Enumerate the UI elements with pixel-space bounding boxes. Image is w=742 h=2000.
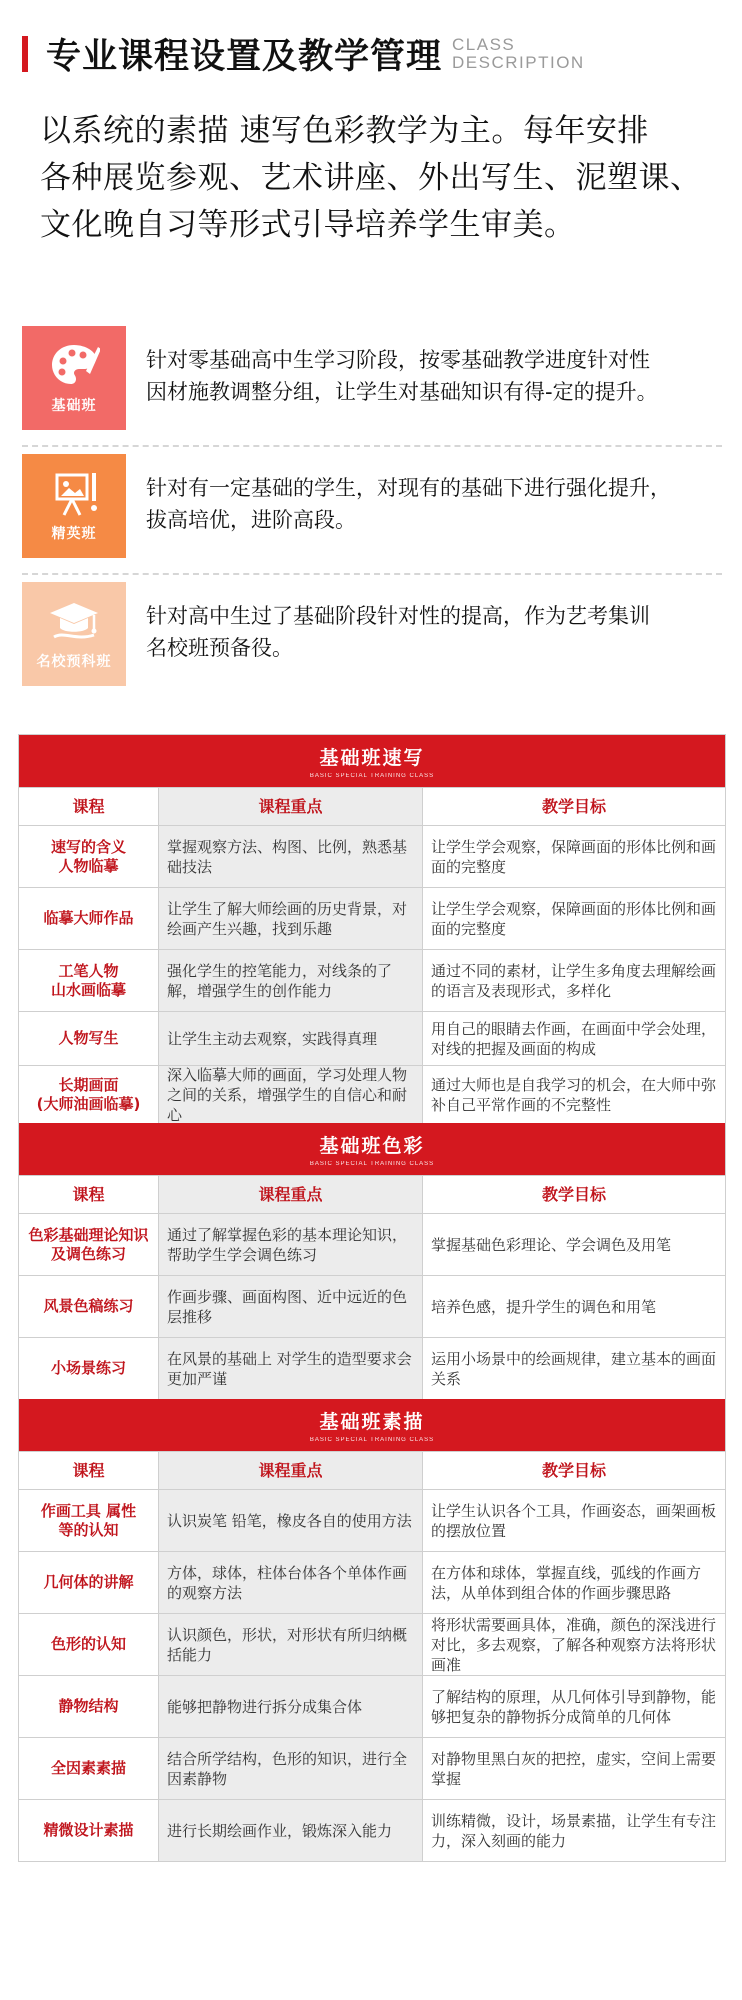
table-row — [19, 1065, 725, 1123]
english-subtitle-line1: CLASS — [452, 35, 516, 54]
table-row — [19, 1489, 725, 1551]
course-focus-cell: 结合所学结构，色形的知识，进行全因素静物 — [159, 1738, 423, 1799]
course-focus-cell: 方体，球体，柱体台体各个单体作画的观察方法 — [159, 1552, 423, 1613]
table-row — [19, 1011, 725, 1065]
course-name-cell: 工笔人物 山水画临摹 — [19, 950, 159, 1011]
table-row — [19, 1799, 725, 1861]
section-header — [19, 1123, 725, 1175]
table-row — [19, 1613, 725, 1675]
accent-bar — [22, 36, 28, 72]
course-focus-cell: 深入临摹大师的画面，学习处理人物之间的关系，增强学生的自信心和耐心 — [159, 1066, 423, 1123]
dashed-divider — [22, 445, 722, 447]
teaching-goal-cell: 对静物里黑白灰的把控，虚实，空间上需要掌握 — [423, 1738, 725, 1799]
level-description — [146, 600, 650, 664]
table-row — [19, 887, 725, 949]
column-header-focus: 课程重点 — [159, 1452, 423, 1489]
table-row — [19, 1675, 725, 1737]
level-description-line: 拔高培优，进阶高段。 — [146, 508, 356, 532]
table-header-row — [19, 1451, 725, 1489]
level-description-line: 因材施教调整分组，让学生对基础知识有得-定的提升。 — [146, 380, 658, 404]
level-badge-prep — [22, 582, 126, 686]
intro-paragraph — [40, 108, 720, 249]
level-prep — [22, 582, 722, 692]
course-name-cell: 几何体的讲解 — [19, 1552, 159, 1613]
course-name-cell: 色形的认知 — [19, 1614, 159, 1675]
course-focus-cell: 认识颜色，形状，对形状有所归纳概括能力 — [159, 1614, 423, 1675]
column-header-course: 课程 — [19, 1176, 159, 1213]
course-focus-cell: 能够把静物进行拆分成集合体 — [159, 1676, 423, 1737]
level-basic — [22, 326, 722, 436]
level-description — [146, 472, 671, 536]
column-header-course: 课程 — [19, 1452, 159, 1489]
intro-line: 文化晚自习等形式引导培养学生审美。 — [40, 207, 576, 243]
teaching-goal-cell: 让学生学会观察，保障画面的形体比例和画面的完整度 — [423, 826, 725, 887]
graduation-cap-icon — [48, 597, 100, 645]
teaching-goal-cell: 了解结构的原理，从几何体引导到静物，能够把复杂的静物拆分成简单的几何体 — [423, 1676, 725, 1737]
column-header-goal: 教学目标 — [423, 788, 725, 825]
course-name-cell: 临摹大师作品 — [19, 888, 159, 949]
table-row — [19, 1337, 725, 1399]
column-header-focus: 课程重点 — [159, 788, 423, 825]
course-focus-cell: 让学生了解大师绘画的历史背景，对绘画产生兴趣，找到乐趣 — [159, 888, 423, 949]
column-header-focus: 课程重点 — [159, 1176, 423, 1213]
level-badge-label: 精英班 — [51, 526, 97, 542]
level-description — [146, 344, 658, 408]
course-name-cell: 小场景练习 — [19, 1338, 159, 1399]
column-header-goal: 教学目标 — [423, 1452, 725, 1489]
teaching-goal-cell: 运用小场景中的绘画规律，建立基本的画面关系 — [423, 1338, 725, 1399]
course-name-cell: 长期画面 (大师油画临摹) — [19, 1066, 159, 1123]
teaching-goal-cell: 培养色感，提升学生的调色和用笔 — [423, 1276, 725, 1337]
level-badge-elite — [22, 454, 126, 558]
section-title: 基础班色彩 — [319, 1135, 425, 1157]
level-elite — [22, 454, 722, 564]
teaching-goal-cell: 掌握基础色彩理论、学会调色及用笔 — [423, 1214, 725, 1275]
english-subtitle — [452, 36, 585, 72]
palette-icon — [48, 341, 100, 389]
course-name-cell: 色彩基础理论知识及调色练习 — [19, 1214, 159, 1275]
dashed-divider — [22, 573, 722, 575]
course-name-cell: 精微设计素描 — [19, 1800, 159, 1861]
level-badge-basic — [22, 326, 126, 430]
course-name-cell: 全因素素描 — [19, 1738, 159, 1799]
teaching-goal-cell: 通过大师也是自我学习的机会，在大师中弥补自己平常作画的不完整性 — [423, 1066, 725, 1123]
section-subtitle: BASIC SPECIAL TRAINING CLASS — [309, 1161, 435, 1167]
section-title: 基础班素描 — [319, 1411, 425, 1433]
teaching-goal-cell: 训练精微，设计，场景素描，让学生有专注力，深入刻画的能力 — [423, 1800, 725, 1861]
teaching-goal-cell: 将形状需要画具体，准确，颜色的深浅进行对比，多去观察，了解各种观察方法将形状画准 — [423, 1614, 725, 1675]
teaching-goal-cell: 让学生学会观察，保障画面的形体比例和画面的完整度 — [423, 888, 725, 949]
table-row — [19, 1551, 725, 1613]
section-title: 基础班速写 — [319, 747, 425, 769]
page-title: 专业课程设置及教学管理 — [46, 37, 443, 77]
easel-icon — [48, 469, 100, 517]
level-badge-label: 基础班 — [51, 398, 97, 414]
intro-line: 以系统的素描 速写色彩教学为主。每年安排 — [40, 113, 649, 149]
english-subtitle-line2: DESCRIPTION — [452, 53, 585, 72]
course-focus-cell: 在风景的基础上 对学生的造型要求会更加严谨 — [159, 1338, 423, 1399]
table-header-row — [19, 1175, 725, 1213]
level-description-line: 名校班预备役。 — [146, 636, 293, 660]
course-focus-cell: 强化学生的控笔能力，对线条的了解，增强学生的创作能力 — [159, 950, 423, 1011]
column-header-goal: 教学目标 — [423, 1176, 725, 1213]
table-row — [19, 1275, 725, 1337]
course-focus-cell: 进行长期绘画作业，锻炼深入能力 — [159, 1800, 423, 1861]
table-row — [19, 1737, 725, 1799]
section-header — [19, 1399, 725, 1451]
table-header-row — [19, 787, 725, 825]
level-badge-label: 名校预科班 — [36, 654, 112, 670]
course-name-cell: 静物结构 — [19, 1676, 159, 1737]
level-description-line: 针对有一定基础的学生，对现有的基础下进行强化提升， — [146, 476, 671, 500]
section-subtitle: BASIC SPECIAL TRAINING CLASS — [309, 1437, 435, 1443]
teaching-goal-cell: 在方体和球体，掌握直线，弧线的作画方法，从单体到组合体的作画步骤思路 — [423, 1552, 725, 1613]
course-name-cell: 作画工具 属性 等的认知 — [19, 1490, 159, 1551]
page-header — [22, 30, 585, 78]
teaching-goal-cell: 用自己的眼睛去作画，在画面中学会处理，对线的把握及画面的构成 — [423, 1012, 725, 1065]
column-header-course: 课程 — [19, 788, 159, 825]
section-header — [19, 735, 725, 787]
course-name-cell: 速写的含义 人物临摹 — [19, 826, 159, 887]
curriculum-tables — [18, 734, 726, 1862]
course-focus-cell: 通过了解掌握色彩的基本理论知识，帮助学生学会调色练习 — [159, 1214, 423, 1275]
table-row — [19, 949, 725, 1011]
course-name-cell: 人物写生 — [19, 1012, 159, 1065]
table-row — [19, 1213, 725, 1275]
intro-line: 各种展览参观、艺术讲座、外出写生、泥塑课、 — [40, 160, 702, 196]
course-focus-cell: 让学生主动去观察，实践得真理 — [159, 1012, 423, 1065]
teaching-goal-cell: 让学生认识各个工具，作画姿态，画架画板的摆放位置 — [423, 1490, 725, 1551]
course-focus-cell: 掌握观察方法、构图、比例，熟悉基础技法 — [159, 826, 423, 887]
course-focus-cell: 作画步骤、画面构图、近中远近的色层推移 — [159, 1276, 423, 1337]
course-name-cell: 风景色稿练习 — [19, 1276, 159, 1337]
table-row — [19, 825, 725, 887]
level-description-line: 针对高中生过了基础阶段针对性的提高，作为艺考集训 — [146, 604, 650, 628]
teaching-goal-cell: 通过不同的素材，让学生多角度去理解绘画的语言及表现形式，多样化 — [423, 950, 725, 1011]
section-subtitle: BASIC SPECIAL TRAINING CLASS — [309, 773, 435, 779]
level-description-line: 针对零基础高中生学习阶段，按零基础教学进度针对性 — [146, 348, 650, 372]
course-focus-cell: 认识炭笔 铅笔，橡皮各自的使用方法 — [159, 1490, 423, 1551]
